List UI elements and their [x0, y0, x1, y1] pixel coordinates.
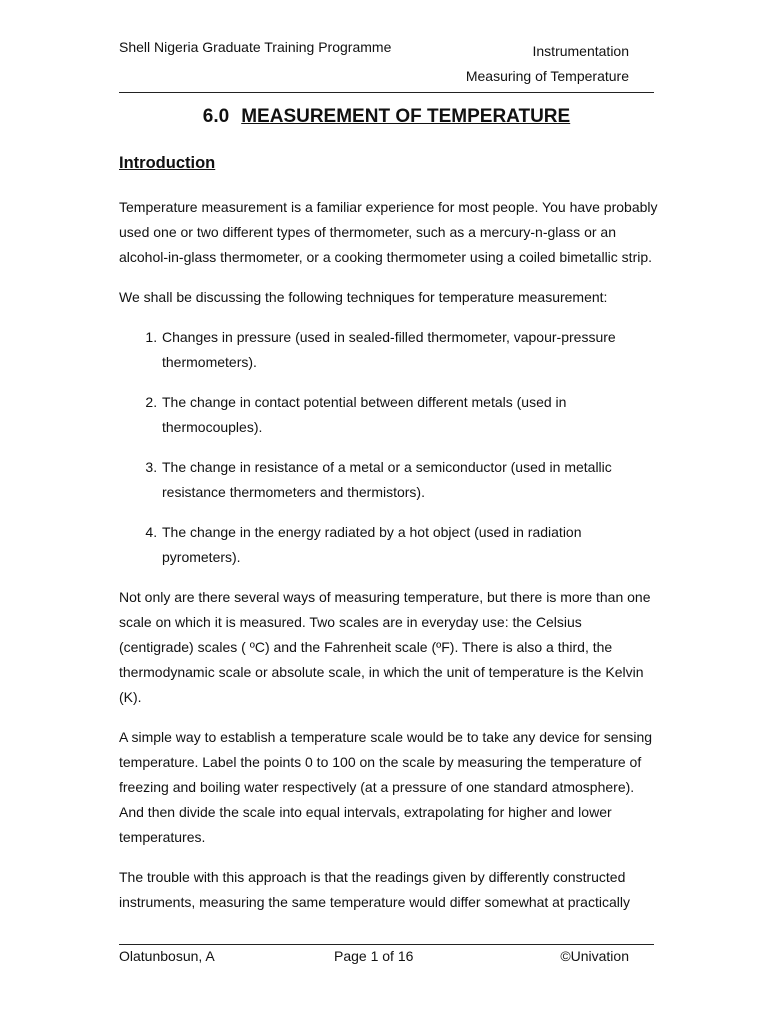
section-heading: Introduction [119, 154, 216, 172]
body-text [119, 195, 659, 930]
header-topic: Measuring of Temperature [465, 68, 629, 84]
title-number: 6.0 [202, 106, 230, 127]
paragraph: Not only are there several ways of measuring temperature, but there is more than one scale on which it is measured. Two scales are in everyday use: the Celsius (centigrade) scales ( ºC) and the Fahrenheit scale (ºF). There is also a third, the thermodynamic scale or absolute scale, in which the unit of temperature is the Kelvin (K). [119, 589, 651, 705]
header-subject: Instrumentation [532, 43, 629, 59]
list-item: 3. The change in resistance of a metal or a semiconductor (used in metallic resistance thermometers and thermistors). [161, 455, 659, 505]
header-right [466, 39, 629, 89]
paragraph: A simple way to establish a temperature scale would be to take any device for sensing temperature. Label the points 0 to 100 on the scale by measuring the temperature of freezing and boiling water respectively (at a pressure of one standard atmosphere). And then divide the scale into equal intervals, extrapolating for higher and lower temperatures. [119, 729, 653, 845]
footer-author: Olatunbosun, A [119, 948, 215, 964]
paragraph: The trouble with this approach is that the readings given by differently constructed instruments, measuring the same temperature would differ somewhat at practically [119, 869, 630, 910]
paragraph: We shall be discussing the following techniques for temperature measurement: [119, 289, 608, 305]
title-text: MEASUREMENT OF TEMPERATURE [241, 106, 571, 127]
header-programme: Shell Nigeria Graduate Training Programme [119, 39, 392, 55]
list-item: 1. Changes in pressure (used in sealed-filled thermometer, vapour-pressure thermometers). [161, 325, 659, 375]
paragraph: Temperature measurement is a familiar experience for most people. You have probably used one or two different types of thermometer, such as a mercury-n-glass or an alcohol-in-glass thermometer, or a cooking thermometer using a coiled bimetallic strip. [119, 199, 658, 265]
header-divider [119, 92, 654, 93]
footer-divider [119, 944, 654, 945]
list-item: 2. The change in contact potential between different metals (used in thermocouples). [161, 390, 659, 440]
list-item: 4. The change in the energy radiated by a hot object (used in radiation pyrometers). [161, 520, 659, 570]
footer-page-number: Page 1 of 16 [334, 948, 414, 964]
footer-copyright: ©Univation [560, 948, 629, 964]
page-title [119, 106, 654, 128]
technique-list [119, 325, 659, 570]
